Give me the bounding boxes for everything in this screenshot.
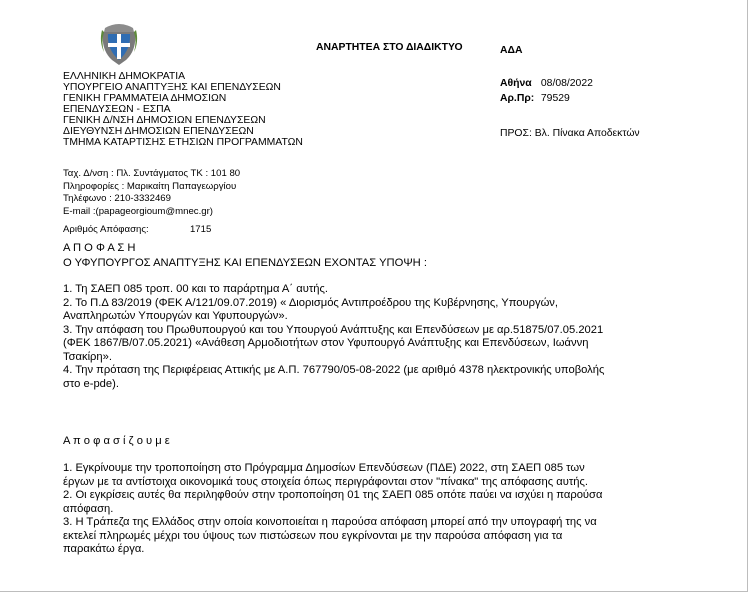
decision-line: 3. Η Τράπεζα της Ελλάδος στην οποία κοινοποιείται η παρούσα απόφαση μπορεί από την υπογραφή της να (63, 516, 597, 528)
protocol-value: 79529 (540, 93, 570, 104)
decisions-list (63, 462, 703, 557)
consideration-line: 4. Την πρόταση της Περιφέρειας Αττικής με Α.Π. 767790/05-08-2022 (με αριθμό 4378 ηλεκτρονικής υποβολής (63, 364, 605, 376)
recipient-label: ΠΡΟΣ: (500, 128, 532, 139)
decision-number-value: 1715 (189, 224, 212, 235)
considerations-list (63, 283, 703, 391)
contact-address: Ταχ. Δ/νση : Πλ. Συντάγματος ΤΚ : 101 80 (63, 168, 241, 179)
consideration-line: Αναπληρωτών Υπουργών και Υφυπουργών». (63, 310, 288, 322)
protocol-label: Αρ.Πρ: (500, 93, 535, 104)
ministry-line: ΓΕΝΙΚΗ Δ/ΝΣΗ ΔΗΜΟΣΙΩΝ ΕΠΕΝΔΥΣΕΩΝ (63, 115, 266, 126)
consideration-line: Τσακίρη». (63, 350, 112, 363)
decision-number-label: Αριθμός Απόφασης: (63, 224, 149, 235)
contact-phone: Τηλέφωνο : 210-3332469 (63, 193, 171, 204)
decision-line: 2. Οι εγκρίσεις αυτές θα περιληφθούν στην τροποποίηση 01 της ΣΑΕΠ 085 οπότε παύει να ισχύει η παρούσα (63, 489, 603, 501)
protocol-line (500, 93, 570, 106)
consideration-line: 1. Τη ΣΑΕΠ 085 τροπ. 00 και το παράρτημα Α΄ αυτής. (63, 283, 328, 295)
ministry-line: ΕΠΕΝΔΥΣΕΩΝ - ΕΣΠΑ (63, 104, 171, 115)
recipient-value: Βλ. Πίνακα Αποδεκτών (534, 128, 640, 139)
greek-emblem-icon (98, 22, 140, 66)
date-line (500, 78, 593, 91)
date-value: 08/08/2022 (540, 78, 593, 89)
decision-number-line (63, 224, 211, 235)
consideration-line: (ΦΕΚ 1867/Β/07.05.2021) «Ανάθεση Αρμοδιοτήτων στον Υφυπουργό Ανάπτυξης και Επενδύσεων, Ιωάννη (63, 337, 589, 349)
publish-notice: ΑΝΑΡΤΗΤΕΑ ΣΤΟ ΔΙΑΔΙΚΤΥΟ (316, 42, 463, 53)
decision-line: έργων με τα αντίστοιχα οικονομικά τους στοιχεία όπως περιγράφονται στον "πίνακα" της απόφασης αυτής. (63, 475, 588, 488)
recipient-line (500, 128, 640, 141)
ministry-header (63, 71, 303, 148)
ministry-line: ΔΙΕΥΘΥΝΣΗ ΔΗΜΟΣΙΩΝ ΕΠΕΝΔΥΣΕΩΝ (63, 126, 254, 137)
consideration-line: στο e-pde). (63, 377, 119, 390)
contact-info: Πληροφορίες : Μαρικαίτη Παπαγεωργίου (63, 181, 237, 192)
considering-heading: Ο ΥΦΥΠΟΥΡΓΟΣ ΑΝΑΠΤΥΞΗΣ ΚΑΙ ΕΠΕΝΔΥΣΕΩΝ ΕΧΟΝΤΑΣ ΥΠΟΨΗ : (63, 257, 427, 269)
ministry-line: ΓΕΝΙΚΗ ΓΡΑΜΜΑΤΕΙΑ ΔΗΜΟΣΙΩΝ (63, 93, 227, 104)
decision-line: απόφαση. (63, 502, 114, 515)
decision-title: Α Π Ο Φ Α Σ Η (63, 242, 136, 254)
date-label: Αθήνα (500, 78, 532, 89)
ministry-line: ΥΠΟΥΡΓΕΙΟ ΑΝΑΠΤΥΞΗΣ ΚΑΙ ΕΠΕΝΔΥΣΕΩΝ (63, 82, 281, 93)
decision-line: εκτελεί πληρωμές μέχρι του ύψους των πιστώσεων που εγκρίνονται με την παρούσα απόφαση για τα (63, 529, 563, 542)
decision-line: παρακάτω έργα. (63, 543, 145, 555)
ministry-line: ΤΜΗΜΑ ΚΑΤΑΡΤΙΣΗΣ ΕΤΗΣΙΩΝ ΠΡΟΓΡΑΜΜΑΤΩΝ (63, 137, 303, 148)
contact-email: E-mail :(papageorgioum@mnec.gr) (63, 206, 213, 217)
decision-line: 1. Εγκρίνουμε την τροποποίηση στο Πρόγραμμα Δημοσίων Επενδύσεων (ΠΔΕ) 2022, στη ΣΑΕΠ 085 των (63, 462, 585, 474)
consideration-line: 3. Την απόφαση του Πρωθυπουργού και του Υπουργού Ανάπτυξης και Επενδύσεων με αρ.51875/07.05.2021 (63, 323, 604, 336)
ministry-line: ΕΛΛΗΝΙΚΗ ΔΗΜΟΚΡΑΤΙΑ (63, 71, 186, 82)
ada-label: ΑΔΑ (500, 45, 523, 56)
consideration-line: 2. Το Π.Δ 83/2019 (ΦΕΚ Α/121/09.07.2019) « Διορισμός Αντιπροέδρου της Κυβέρνησης, Υπουργών, (63, 296, 559, 309)
decides-heading: Α π ο φ α σ ί ζ ο υ μ ε (63, 435, 170, 447)
